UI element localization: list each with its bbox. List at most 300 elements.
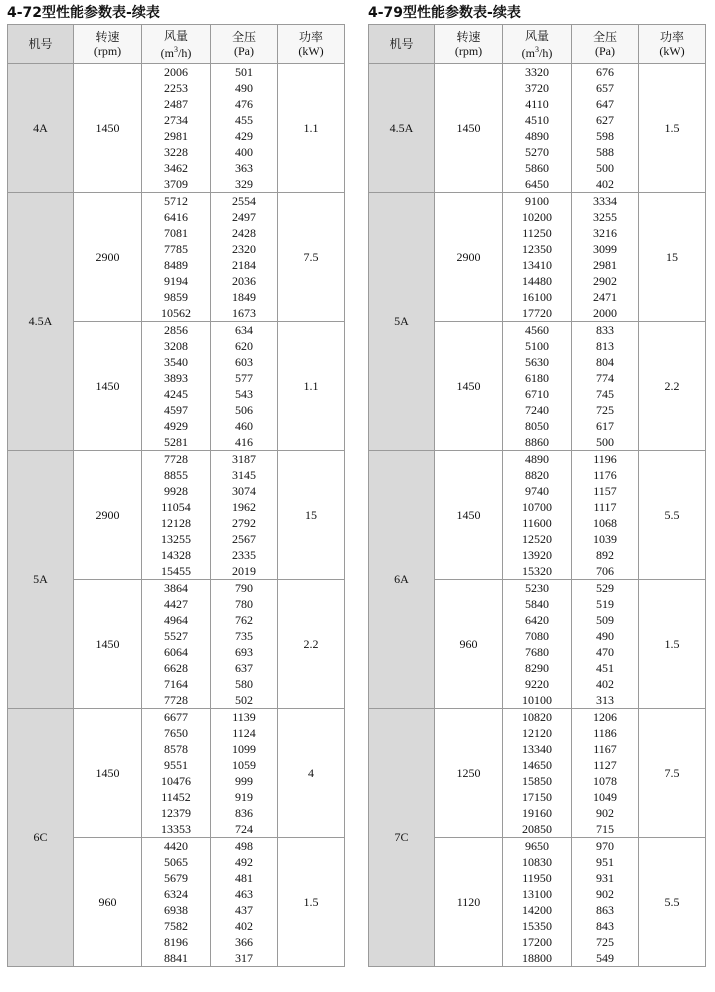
pressure-value: 2471 — [593, 290, 617, 304]
cell-flow — [503, 322, 572, 451]
header-power — [278, 25, 345, 64]
pressure-value: 476 — [235, 97, 253, 111]
pressure-value: 1039 — [593, 532, 617, 546]
flow-value: 7728 — [164, 452, 188, 466]
flow-value: 6064 — [164, 645, 188, 659]
flow-value: 4110 — [525, 97, 549, 111]
header-model: 机号 — [369, 25, 435, 64]
flow-value: 6324 — [164, 887, 188, 901]
cell-power: 1.1 — [278, 64, 345, 193]
cell-pressure — [572, 580, 639, 709]
flow-value: 10700 — [522, 500, 552, 514]
flow-value: 5840 — [525, 597, 549, 611]
pressure-value: 620 — [235, 339, 253, 353]
header-speed — [74, 25, 142, 64]
cell-power: 1.5 — [278, 838, 345, 967]
flow-value: 5630 — [525, 355, 549, 369]
header-power-unit: (kW) — [659, 44, 685, 58]
flow-value: 15455 — [161, 564, 191, 578]
flow-value: 4420 — [164, 839, 188, 853]
flow-value: 17720 — [522, 306, 552, 320]
cell-model: 6A — [369, 451, 435, 709]
pressure-value: 366 — [235, 935, 253, 949]
pressure-value: 2000 — [593, 306, 617, 320]
pressure-value: 863 — [596, 903, 614, 917]
header-speed-label: 转速 — [95, 30, 120, 44]
flow-value: 10476 — [161, 774, 191, 788]
pressure-value: 529 — [596, 581, 614, 595]
cell-flow — [503, 709, 572, 838]
table-row — [8, 64, 345, 193]
pressure-value: 1059 — [232, 758, 256, 772]
flow-value: 3720 — [525, 81, 549, 95]
flow-value: 11950 — [522, 871, 552, 885]
flow-unit-pre: (m — [521, 45, 535, 60]
flow-unit-post: /h) — [178, 45, 192, 60]
header-power-label: 功率 — [298, 30, 323, 44]
pressure-value: 634 — [235, 323, 253, 337]
pressure-value: 617 — [596, 419, 614, 433]
flow-value: 18800 — [522, 951, 552, 965]
flow-value: 2981 — [164, 129, 188, 143]
pressure-value: 500 — [596, 161, 614, 175]
pressure-value: 603 — [235, 355, 253, 369]
pressure-value: 2184 — [232, 258, 256, 272]
flow-unit-post: /h) — [539, 45, 553, 60]
header-power-label: 功率 — [659, 30, 684, 44]
table-block-4-79 — [368, 0, 706, 967]
flow-value: 11600 — [522, 516, 552, 530]
flow-value: 5679 — [164, 871, 188, 885]
flow-value: 8820 — [525, 468, 549, 482]
flow-value: 12350 — [522, 242, 552, 256]
cell-pressure — [211, 64, 278, 193]
pressure-value: 2902 — [593, 274, 617, 288]
pressure-value: 455 — [235, 113, 253, 127]
cell-power: 1.5 — [639, 64, 706, 193]
flow-value: 8050 — [525, 419, 549, 433]
pressure-value: 693 — [235, 645, 253, 659]
pressure-value: 329 — [235, 177, 253, 191]
pressure-value: 313 — [596, 693, 614, 707]
pressure-value: 2320 — [232, 242, 256, 256]
flow-value: 12128 — [161, 516, 191, 530]
pressure-value: 3074 — [232, 484, 256, 498]
flow-value: 9650 — [525, 839, 549, 853]
table-row — [8, 193, 345, 322]
cell-model: 4.5A — [369, 64, 435, 193]
pressure-value: 463 — [235, 887, 253, 901]
pressure-value: 724 — [235, 822, 253, 836]
flow-value: 6450 — [525, 177, 549, 191]
flow-value: 20850 — [522, 822, 552, 836]
flow-value: 13353 — [161, 822, 191, 836]
pressure-value: 500 — [596, 435, 614, 449]
flow-value: 10830 — [522, 855, 552, 869]
pressure-value: 1124 — [232, 726, 256, 740]
pressure-value: 745 — [596, 387, 614, 401]
flow-value: 5230 — [525, 581, 549, 595]
flow-value: 4964 — [164, 613, 188, 627]
pressure-value: 416 — [235, 435, 253, 449]
flow-value: 17200 — [522, 935, 552, 949]
flow-value: 5860 — [525, 161, 549, 175]
flow-value: 15320 — [522, 564, 552, 578]
cell-model: 4.5A — [8, 193, 74, 451]
cell-pressure — [572, 709, 639, 838]
pressure-value: 1078 — [593, 774, 617, 788]
pressure-value: 317 — [235, 951, 253, 965]
pressure-value: 492 — [235, 855, 253, 869]
flow-value: 12520 — [522, 532, 552, 546]
pressure-value: 902 — [596, 887, 614, 901]
cell-pressure — [572, 451, 639, 580]
flow-value: 10100 — [522, 693, 552, 707]
cell-speed: 1450 — [435, 451, 503, 580]
flow-value: 12379 — [161, 806, 191, 820]
pressure-value: 577 — [235, 371, 253, 385]
pressure-value: 451 — [596, 661, 614, 675]
cell-speed: 1450 — [74, 64, 142, 193]
pressure-value: 490 — [235, 81, 253, 95]
flow-value: 9551 — [164, 758, 188, 772]
pressure-value: 1068 — [593, 516, 617, 530]
flow-value: 2856 — [164, 323, 188, 337]
flow-value: 3893 — [164, 371, 188, 385]
flow-value: 9100 — [525, 194, 549, 208]
pressure-value: 1849 — [232, 290, 256, 304]
flow-unit-pre: (m — [160, 45, 174, 60]
flow-value: 2487 — [164, 97, 188, 111]
pressure-value: 657 — [596, 81, 614, 95]
flow-value: 13340 — [522, 742, 552, 756]
flow-value: 17150 — [522, 790, 552, 804]
cell-power: 5.5 — [639, 838, 706, 967]
pressure-value: 637 — [235, 661, 253, 675]
flow-value: 3320 — [525, 65, 549, 79]
flow-value: 7680 — [525, 645, 549, 659]
header-row — [8, 25, 345, 64]
flow-value: 4560 — [525, 323, 549, 337]
header-pressure-label: 全压 — [231, 30, 256, 44]
pressure-value: 951 — [596, 855, 614, 869]
cell-power: 7.5 — [278, 193, 345, 322]
pressure-value: 3334 — [593, 194, 617, 208]
cell-pressure — [211, 709, 278, 838]
pressure-value: 1962 — [232, 500, 256, 514]
cell-model: 5A — [369, 193, 435, 451]
cell-pressure — [572, 64, 639, 193]
cell-flow — [503, 838, 572, 967]
flow-value: 5065 — [164, 855, 188, 869]
pressure-value: 1196 — [593, 452, 617, 466]
cell-speed: 2900 — [74, 193, 142, 322]
cell-pressure — [211, 838, 278, 967]
header-pressure — [572, 25, 639, 64]
flow-value: 4597 — [164, 403, 188, 417]
pressure-value: 3145 — [232, 468, 256, 482]
flow-value: 19160 — [522, 806, 552, 820]
pressure-value: 501 — [235, 65, 253, 79]
cell-flow — [142, 322, 211, 451]
table-row — [8, 451, 345, 580]
flow-value: 6416 — [164, 210, 188, 224]
pressure-value: 762 — [235, 613, 253, 627]
flow-value: 7164 — [164, 677, 188, 691]
pressure-value: 429 — [235, 129, 253, 143]
flow-value: 6628 — [164, 661, 188, 675]
flow-value: 8196 — [164, 935, 188, 949]
pressure-value: 647 — [596, 97, 614, 111]
pressure-value: 1206 — [593, 710, 617, 724]
pressure-value: 804 — [596, 355, 614, 369]
pressure-value: 549 — [596, 951, 614, 965]
performance-table — [7, 24, 345, 967]
pressure-value: 580 — [235, 677, 253, 691]
cell-flow — [142, 580, 211, 709]
pressure-value: 598 — [596, 129, 614, 143]
cell-speed: 960 — [74, 838, 142, 967]
flow-value: 4929 — [164, 419, 188, 433]
table-row — [369, 709, 706, 838]
cell-pressure — [211, 322, 278, 451]
cell-pressure — [572, 193, 639, 322]
pressure-value: 2036 — [232, 274, 256, 288]
flow-value: 5281 — [164, 435, 188, 449]
flow-value: 13920 — [522, 548, 552, 562]
pressure-value: 1167 — [593, 742, 617, 756]
flow-value: 9859 — [164, 290, 188, 304]
pressure-value: 519 — [596, 597, 614, 611]
flow-value: 9928 — [164, 484, 188, 498]
cell-power: 15 — [278, 451, 345, 580]
flow-unit-sup: 3 — [174, 44, 178, 54]
flow-value: 6710 — [525, 387, 549, 401]
flow-value: 8860 — [525, 435, 549, 449]
flow-value: 11054 — [161, 500, 191, 514]
header-speed — [435, 25, 503, 64]
flow-value: 3540 — [164, 355, 188, 369]
pressure-value: 2335 — [232, 548, 256, 562]
flow-value: 3462 — [164, 161, 188, 175]
pressure-value: 1157 — [593, 484, 617, 498]
cell-power: 2.2 — [639, 322, 706, 451]
pressure-value: 725 — [596, 403, 614, 417]
pressure-value: 363 — [235, 161, 253, 175]
cell-power: 7.5 — [639, 709, 706, 838]
cell-model: 6C — [8, 709, 74, 967]
pressure-value: 2019 — [232, 564, 256, 578]
flow-value: 11250 — [522, 226, 552, 240]
flow-value: 8841 — [164, 951, 188, 965]
flow-value: 13255 — [161, 532, 191, 546]
cell-flow — [503, 451, 572, 580]
header-flow-unit — [142, 43, 210, 60]
cell-flow — [503, 193, 572, 322]
pressure-value: 833 — [596, 323, 614, 337]
flow-value: 3228 — [164, 145, 188, 159]
cell-flow — [503, 580, 572, 709]
pressure-value: 490 — [596, 629, 614, 643]
cell-speed: 1250 — [435, 709, 503, 838]
pressure-value: 2792 — [232, 516, 256, 530]
flow-value: 2734 — [164, 113, 188, 127]
header-speed-unit: (rpm) — [454, 44, 483, 58]
pressure-value: 676 — [596, 65, 614, 79]
flow-value: 9220 — [525, 677, 549, 691]
table-title: 4-72型性能参数表-续表 — [7, 5, 160, 21]
header-speed-unit: (rpm) — [93, 44, 122, 58]
pressure-value: 1049 — [593, 790, 617, 804]
pressure-value: 780 — [235, 597, 253, 611]
pressure-value: 2428 — [232, 226, 256, 240]
flow-value: 4890 — [525, 452, 549, 466]
table-row — [369, 193, 706, 322]
pressure-value: 3099 — [593, 242, 617, 256]
flow-value: 5712 — [164, 194, 188, 208]
cell-flow — [142, 64, 211, 193]
pressure-value: 2567 — [232, 532, 256, 546]
header-pressure-unit: (Pa) — [595, 44, 615, 58]
cell-power: 4 — [278, 709, 345, 838]
pressure-value: 1139 — [232, 710, 256, 724]
pressure-value: 1127 — [593, 758, 617, 772]
pressure-value: 627 — [596, 113, 614, 127]
pressure-value: 1099 — [232, 742, 256, 756]
pressure-value: 3216 — [593, 226, 617, 240]
header-flow-unit — [503, 43, 571, 60]
pressure-value: 437 — [235, 903, 253, 917]
cell-flow — [142, 193, 211, 322]
flow-value: 6677 — [164, 710, 188, 724]
header-power — [639, 25, 706, 64]
pressure-value: 813 — [596, 339, 614, 353]
pressure-value: 543 — [235, 387, 253, 401]
pressure-value: 470 — [596, 645, 614, 659]
flow-value: 10562 — [161, 306, 191, 320]
pressure-value: 2554 — [232, 194, 256, 208]
flow-value: 6420 — [525, 613, 549, 627]
flow-value: 14200 — [522, 903, 552, 917]
flow-value: 7728 — [164, 693, 188, 707]
flow-value: 4510 — [525, 113, 549, 127]
pressure-value: 999 — [235, 774, 253, 788]
table-row — [8, 709, 345, 838]
cell-power: 1.1 — [278, 322, 345, 451]
pressure-value: 843 — [596, 919, 614, 933]
flow-value: 6180 — [525, 371, 549, 385]
cell-speed: 1120 — [435, 838, 503, 967]
cell-flow — [142, 838, 211, 967]
pressure-value: 588 — [596, 145, 614, 159]
header-model: 机号 — [8, 25, 74, 64]
cell-pressure — [211, 193, 278, 322]
flow-value: 8290 — [525, 661, 549, 675]
pressure-value: 1176 — [593, 468, 617, 482]
pressure-value: 402 — [596, 677, 614, 691]
flow-value: 16100 — [522, 290, 552, 304]
flow-value: 4245 — [164, 387, 188, 401]
flow-value: 14328 — [161, 548, 191, 562]
cell-speed: 1450 — [74, 709, 142, 838]
header-flow — [503, 25, 572, 64]
pressure-value: 498 — [235, 839, 253, 853]
flow-value: 2253 — [164, 81, 188, 95]
flow-value: 14480 — [522, 274, 552, 288]
header-row — [369, 25, 706, 64]
header-speed-label: 转速 — [456, 30, 481, 44]
flow-value: 10200 — [522, 210, 552, 224]
pressure-value: 715 — [596, 822, 614, 836]
flow-value: 7785 — [164, 242, 188, 256]
pressure-value: 931 — [596, 871, 614, 885]
cell-power: 2.2 — [278, 580, 345, 709]
flow-value: 12120 — [522, 726, 552, 740]
flow-value: 2006 — [164, 65, 188, 79]
pressure-value: 1186 — [593, 726, 617, 740]
cell-pressure — [211, 580, 278, 709]
pressure-value: 3255 — [593, 210, 617, 224]
flow-value: 15850 — [522, 774, 552, 788]
flow-value: 4427 — [164, 597, 188, 611]
table-row — [369, 64, 706, 193]
flow-value: 7240 — [525, 403, 549, 417]
pressure-value: 3187 — [232, 452, 256, 466]
pressure-value: 902 — [596, 806, 614, 820]
flow-unit-sup: 3 — [535, 44, 539, 54]
flow-value: 8489 — [164, 258, 188, 272]
flow-value: 7081 — [164, 226, 188, 240]
header-flow-label: 风量 — [524, 28, 549, 43]
header-power-unit: (kW) — [298, 44, 324, 58]
flow-value: 9740 — [525, 484, 549, 498]
flow-value: 13410 — [522, 258, 552, 272]
pressure-value: 402 — [235, 919, 253, 933]
performance-table — [368, 24, 706, 967]
flow-value: 5100 — [525, 339, 549, 353]
header-pressure-label: 全压 — [592, 30, 617, 44]
table-row — [369, 451, 706, 580]
header-flow-label: 风量 — [163, 28, 188, 43]
pressure-value: 506 — [235, 403, 253, 417]
flow-value: 5527 — [164, 629, 188, 643]
flow-value: 8855 — [164, 468, 188, 482]
cell-speed: 2900 — [435, 193, 503, 322]
cell-speed: 1450 — [435, 64, 503, 193]
pressure-value: 892 — [596, 548, 614, 562]
cell-pressure — [572, 838, 639, 967]
flow-value: 8578 — [164, 742, 188, 756]
header-pressure-unit: (Pa) — [234, 44, 254, 58]
pressure-value: 502 — [235, 693, 253, 707]
cell-model: 4A — [8, 64, 74, 193]
table-title: 4-79型性能参数表-续表 — [368, 5, 521, 21]
pressure-value: 725 — [596, 935, 614, 949]
flow-value: 6938 — [164, 903, 188, 917]
flow-value: 9194 — [164, 274, 188, 288]
flow-value: 4890 — [525, 129, 549, 143]
cell-model: 5A — [8, 451, 74, 709]
pressure-value: 970 — [596, 839, 614, 853]
pressure-value: 2981 — [593, 258, 617, 272]
cell-power: 15 — [639, 193, 706, 322]
header-flow — [142, 25, 211, 64]
cell-power: 5.5 — [639, 451, 706, 580]
cell-pressure — [211, 451, 278, 580]
cell-power: 1.5 — [639, 580, 706, 709]
pressure-value: 509 — [596, 613, 614, 627]
pressure-value: 735 — [235, 629, 253, 643]
